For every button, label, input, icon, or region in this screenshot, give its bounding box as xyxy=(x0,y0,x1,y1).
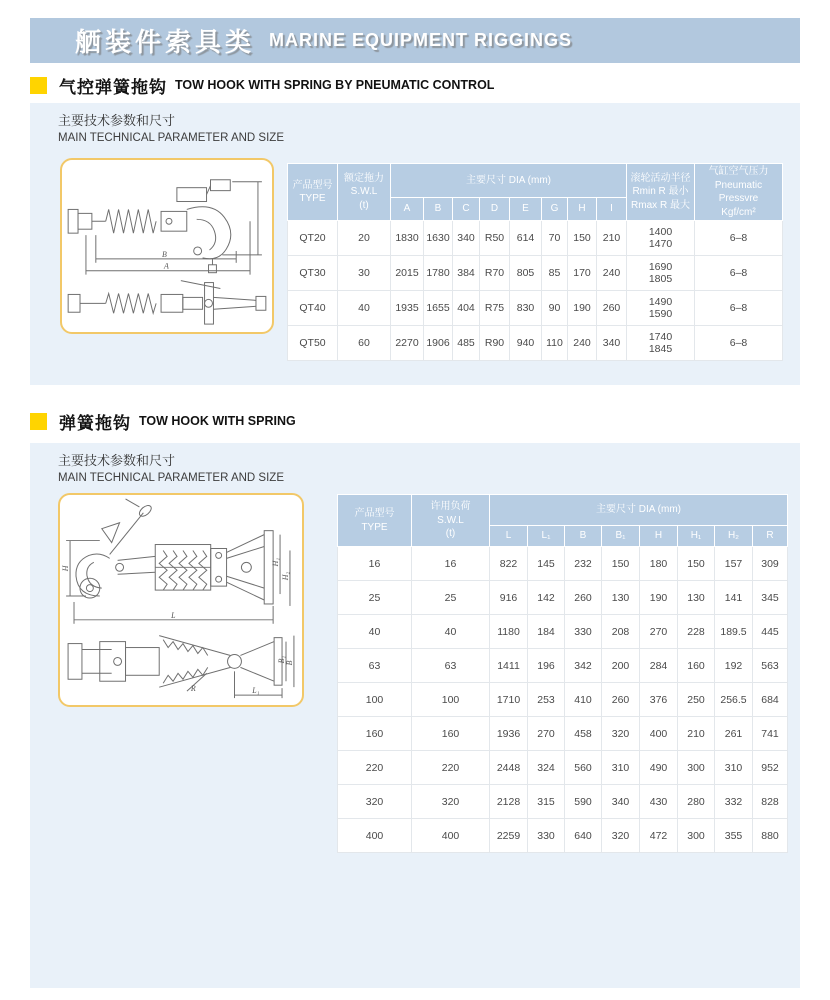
col-header-swl xyxy=(412,495,490,547)
cell-dim: 228 xyxy=(678,615,715,649)
col-header-dim: H xyxy=(640,526,678,547)
section1-title-zh: 气控弹簧拖钩 xyxy=(59,77,167,97)
cell-dim: 952 xyxy=(753,751,788,785)
col-header-dim: I xyxy=(597,197,627,220)
yellow-square-bullet-icon xyxy=(30,413,47,430)
cell-dim: 340 xyxy=(453,221,480,256)
cell-dim: 828 xyxy=(753,785,788,819)
dim-label-b1: B₁ xyxy=(277,655,287,664)
swl-line: (t) xyxy=(359,199,369,211)
radius-rmax: 1805 xyxy=(648,273,673,285)
cell-pressure: 6–8 xyxy=(695,291,783,326)
cell-dim: 180 xyxy=(640,547,678,581)
banner-title-en: MARINE EQUIPMENT RIGGINGS xyxy=(269,30,573,50)
cell-dim: 404 xyxy=(453,291,480,326)
cell-dim: 250 xyxy=(678,683,715,717)
table-row xyxy=(338,581,788,615)
col-header-type-zh: 产品型号 xyxy=(292,179,333,191)
col-header-dim: L₁ xyxy=(528,526,565,547)
cell-dim: 145 xyxy=(528,547,565,581)
col-header-type xyxy=(338,495,412,547)
cell-swl: 40 xyxy=(338,291,391,326)
cell-dim: 880 xyxy=(753,819,788,853)
cell-dim: 130 xyxy=(678,581,715,615)
cell-dim: 324 xyxy=(528,751,565,785)
cell-dim: 490 xyxy=(640,751,678,785)
cell-type: QT50 xyxy=(288,326,338,361)
cell-type: 100 xyxy=(338,683,412,717)
cell-dim: 270 xyxy=(640,615,678,649)
cell-dim: 208 xyxy=(602,615,640,649)
col-header-dim: H₂ xyxy=(715,526,753,547)
cell-dim: 830 xyxy=(510,291,542,326)
cell-dim: 70 xyxy=(542,221,568,256)
cell-dim: 2128 xyxy=(490,785,528,819)
cell-type: 160 xyxy=(338,717,412,751)
cell-swl: 160 xyxy=(412,717,490,751)
dim-label-l: L xyxy=(171,610,176,620)
dim-label-b: B xyxy=(284,660,294,666)
cell-dim: 340 xyxy=(597,326,627,361)
cell-roller-radius xyxy=(627,326,695,361)
cell-dim: 741 xyxy=(753,717,788,751)
table-row xyxy=(338,785,788,819)
cell-dim: 110 xyxy=(542,326,568,361)
section2-panel xyxy=(30,443,800,988)
cell-dim: 1936 xyxy=(490,717,528,751)
cell-swl: 320 xyxy=(412,785,490,819)
cell-dim: 210 xyxy=(597,221,627,256)
cell-dim: 1630 xyxy=(424,221,453,256)
cell-type: 40 xyxy=(338,615,412,649)
radius-line: Rmin R 最小 xyxy=(632,186,689,198)
table-row xyxy=(338,615,788,649)
cell-dim: 232 xyxy=(565,547,602,581)
cell-dim: 2259 xyxy=(490,819,528,853)
cell-roller-radius xyxy=(627,291,695,326)
cell-dim: 260 xyxy=(597,291,627,326)
col-header-dim: D xyxy=(480,197,510,220)
radius-line: 滚轮活动半径 xyxy=(630,172,691,184)
banner-title-zh: 舾装件索具类 xyxy=(75,27,256,57)
cell-dim: 458 xyxy=(565,717,602,751)
col-header-dim: C xyxy=(453,197,480,220)
cell-dim: 472 xyxy=(640,819,678,853)
param-title-en: MAIN TECHNICAL PARAMETER AND SIZE xyxy=(58,472,284,485)
col-header-dim: G xyxy=(542,197,568,220)
spring-hook-spec-table xyxy=(337,494,788,853)
cell-dim: 240 xyxy=(568,326,597,361)
pressure-line: Kgf/cm² xyxy=(721,206,756,218)
table-row xyxy=(338,547,788,581)
section1-title-en: TOW HOOK WITH SPRING BY PNEUMATIC CONTROL xyxy=(175,78,495,92)
section2-header xyxy=(30,411,296,431)
section2-title-en: TOW HOOK WITH SPRING xyxy=(139,414,296,428)
col-header-dim: L xyxy=(490,526,528,547)
cell-dim: 2270 xyxy=(391,326,424,361)
cell-dim: 1906 xyxy=(424,326,453,361)
cell-swl: 25 xyxy=(412,581,490,615)
swl-line: S.W.L xyxy=(350,186,378,198)
cell-dim: 284 xyxy=(640,649,678,683)
cell-swl: 100 xyxy=(412,683,490,717)
dim-label-a: A xyxy=(164,261,169,271)
cell-swl: 63 xyxy=(412,649,490,683)
col-header-type-en: TYPE xyxy=(299,193,326,204)
cell-swl: 60 xyxy=(338,326,391,361)
table-row xyxy=(338,683,788,717)
col-header-dim: H xyxy=(568,197,597,220)
cell-dim: 309 xyxy=(753,547,788,581)
cell-dim: 90 xyxy=(542,291,568,326)
cell-type: QT40 xyxy=(288,291,338,326)
cell-dim: 300 xyxy=(678,819,715,853)
cell-type: 16 xyxy=(338,547,412,581)
cell-dim: 916 xyxy=(490,581,528,615)
cell-dim: 430 xyxy=(640,785,678,819)
param-title-zh: 主要技术参数和尺寸 xyxy=(58,453,176,468)
cell-dim: 190 xyxy=(568,291,597,326)
pneumatic-tow-hook-diagram xyxy=(62,160,272,332)
table-row xyxy=(338,649,788,683)
cell-dim: 141 xyxy=(715,581,753,615)
cell-dim: 260 xyxy=(565,581,602,615)
cell-dim: 330 xyxy=(565,615,602,649)
cell-dim: 340 xyxy=(602,785,640,819)
cell-dim: 342 xyxy=(565,649,602,683)
cell-type: 63 xyxy=(338,649,412,683)
radius-line: Rmax R 最大 xyxy=(631,199,690,211)
cell-dim: 261 xyxy=(715,717,753,751)
section1-panel xyxy=(30,103,800,385)
col-header-type-zh: 产品型号 xyxy=(354,508,395,519)
radius-rmin: 1740 xyxy=(648,331,673,343)
cell-dim: 684 xyxy=(753,683,788,717)
cell-dim: 160 xyxy=(678,649,715,683)
cell-dim: 1180 xyxy=(490,615,528,649)
cell-dim: 320 xyxy=(602,819,640,853)
yellow-square-bullet-icon xyxy=(30,77,47,94)
col-header-type-en: TYPE xyxy=(361,521,388,533)
cell-dim: 332 xyxy=(715,785,753,819)
swl-line: S.W.L xyxy=(437,514,464,526)
cell-roller-radius xyxy=(627,221,695,256)
table-row xyxy=(288,256,783,291)
cell-dim: 345 xyxy=(753,581,788,615)
cell-dim: 1710 xyxy=(490,683,528,717)
cell-dim: 196 xyxy=(528,649,565,683)
cell-dim: 157 xyxy=(715,547,753,581)
cell-swl: 400 xyxy=(412,819,490,853)
cell-type: QT20 xyxy=(288,221,338,256)
cell-dim: 1830 xyxy=(391,221,424,256)
cell-swl: 20 xyxy=(338,221,391,256)
table-row xyxy=(288,291,783,326)
radius-rmin: 1490 xyxy=(648,296,673,308)
cell-dim: 563 xyxy=(753,649,788,683)
page-banner xyxy=(30,18,800,63)
cell-dim: 590 xyxy=(565,785,602,819)
table-row xyxy=(288,221,783,256)
cell-swl: 220 xyxy=(412,751,490,785)
cell-type: 320 xyxy=(338,785,412,819)
cell-dim: 150 xyxy=(678,547,715,581)
cell-dim: 170 xyxy=(568,256,597,291)
cell-dim: 210 xyxy=(678,717,715,751)
cell-dim: 376 xyxy=(640,683,678,717)
cell-dim: 2015 xyxy=(391,256,424,291)
technical-drawing-spring-tow-hook xyxy=(58,493,304,707)
cell-dim: 614 xyxy=(510,221,542,256)
cell-dim: 150 xyxy=(602,547,640,581)
spring-tow-hook-diagram xyxy=(60,495,302,705)
cell-dim: 310 xyxy=(715,751,753,785)
col-header-dim: R xyxy=(753,526,788,547)
col-header-swl xyxy=(338,164,391,221)
cell-dim: 400 xyxy=(640,717,678,751)
cell-dim: 256.5 xyxy=(715,683,753,717)
swl-line: (t) xyxy=(445,528,456,540)
cell-roller-radius xyxy=(627,256,695,291)
cell-dim: 85 xyxy=(542,256,568,291)
col-header-dim: A xyxy=(391,197,424,220)
cell-dim: 253 xyxy=(528,683,565,717)
section1-param-title xyxy=(58,112,284,146)
cell-swl: 30 xyxy=(338,256,391,291)
cell-dim: 130 xyxy=(602,581,640,615)
cell-dim: 410 xyxy=(565,683,602,717)
dim-label-l1: L₁ xyxy=(252,686,260,696)
cell-dim: 190 xyxy=(640,581,678,615)
cell-dim: 200 xyxy=(602,649,640,683)
param-title-en: MAIN TECHNICAL PARAMETER AND SIZE xyxy=(58,132,284,145)
cell-dim: 315 xyxy=(528,785,565,819)
col-header-dim: H₁ xyxy=(678,526,715,547)
swl-line: 许用负荷 xyxy=(430,501,471,513)
section1-header xyxy=(30,75,494,95)
col-header-dia: 主要尺寸 DIA (mm) xyxy=(391,164,627,198)
cell-pressure: 6–8 xyxy=(695,221,783,256)
cell-pressure: 6–8 xyxy=(695,256,783,291)
cell-dim: 1411 xyxy=(490,649,528,683)
cell-dim: 270 xyxy=(528,717,565,751)
cell-type: 400 xyxy=(338,819,412,853)
radius-rmax: 1590 xyxy=(648,308,673,320)
section2-param-title xyxy=(58,452,284,486)
cell-dim: 240 xyxy=(597,256,627,291)
cell-dim: 384 xyxy=(453,256,480,291)
table-row xyxy=(338,751,788,785)
col-header-dim: B₁ xyxy=(602,526,640,547)
cell-dim: 2448 xyxy=(490,751,528,785)
cell-dim: 142 xyxy=(528,581,565,615)
cell-dim: 805 xyxy=(510,256,542,291)
radius-rmin: 1690 xyxy=(648,261,673,273)
cell-dim: 320 xyxy=(602,717,640,751)
pressure-line: 气缸空气压力 xyxy=(708,166,769,177)
cell-dim: 822 xyxy=(490,547,528,581)
radius-rmax: 1470 xyxy=(648,238,673,250)
cell-dim: 1935 xyxy=(391,291,424,326)
cell-dim: R90 xyxy=(480,326,510,361)
param-title-zh: 主要技术参数和尺寸 xyxy=(58,113,176,128)
dim-label-h: H xyxy=(61,565,71,572)
cell-dim: 355 xyxy=(715,819,753,853)
dim-label-h1: H₁ xyxy=(271,557,281,567)
cell-dim: 1780 xyxy=(424,256,453,291)
col-header-dim: B xyxy=(424,197,453,220)
dim-label-h2: H₂ xyxy=(280,571,290,581)
col-header-dim: B xyxy=(565,526,602,547)
cell-dim: R75 xyxy=(480,291,510,326)
cell-dim: 1655 xyxy=(424,291,453,326)
cell-dim: 192 xyxy=(715,649,753,683)
cell-dim: 300 xyxy=(678,751,715,785)
dim-label-r: R xyxy=(190,684,196,694)
cell-type: QT30 xyxy=(288,256,338,291)
cell-dim: 330 xyxy=(528,819,565,853)
col-header-roller-radius xyxy=(627,164,695,221)
cell-dim: 189.5 xyxy=(715,615,753,649)
cell-dim: 445 xyxy=(753,615,788,649)
cell-type: 25 xyxy=(338,581,412,615)
cell-dim: 940 xyxy=(510,326,542,361)
cell-swl: 40 xyxy=(412,615,490,649)
cell-dim: 260 xyxy=(602,683,640,717)
radius-rmin: 1400 xyxy=(648,226,673,238)
technical-drawing-pneumatic-tow-hook xyxy=(60,158,274,334)
cell-pressure: 6–8 xyxy=(695,326,783,361)
cell-dim: 280 xyxy=(678,785,715,819)
table-row xyxy=(338,717,788,751)
cell-dim: R70 xyxy=(480,256,510,291)
cell-dim: 560 xyxy=(565,751,602,785)
pneumatic-hook-spec-table xyxy=(287,163,783,361)
col-header-dia: 主要尺寸 DIA (mm) xyxy=(490,495,788,526)
section2-title-zh: 弹簧拖钩 xyxy=(59,413,131,433)
col-header-dim: E xyxy=(510,197,542,220)
cell-dim: 485 xyxy=(453,326,480,361)
dim-label-b: B xyxy=(162,249,167,259)
pressure-line: Pneumatic Pressvre xyxy=(714,179,763,204)
swl-line: 额定拖力 xyxy=(344,172,384,184)
cell-type: 220 xyxy=(338,751,412,785)
cell-dim: 184 xyxy=(528,615,565,649)
table-row xyxy=(288,326,783,361)
col-header-pneumatic-pressure xyxy=(695,164,783,221)
radius-rmax: 1845 xyxy=(648,343,673,355)
cell-swl: 16 xyxy=(412,547,490,581)
cell-dim: R50 xyxy=(480,221,510,256)
cell-dim: 640 xyxy=(565,819,602,853)
table-row xyxy=(338,819,788,853)
col-header-type xyxy=(288,164,338,221)
cell-dim: 150 xyxy=(568,221,597,256)
cell-dim: 310 xyxy=(602,751,640,785)
